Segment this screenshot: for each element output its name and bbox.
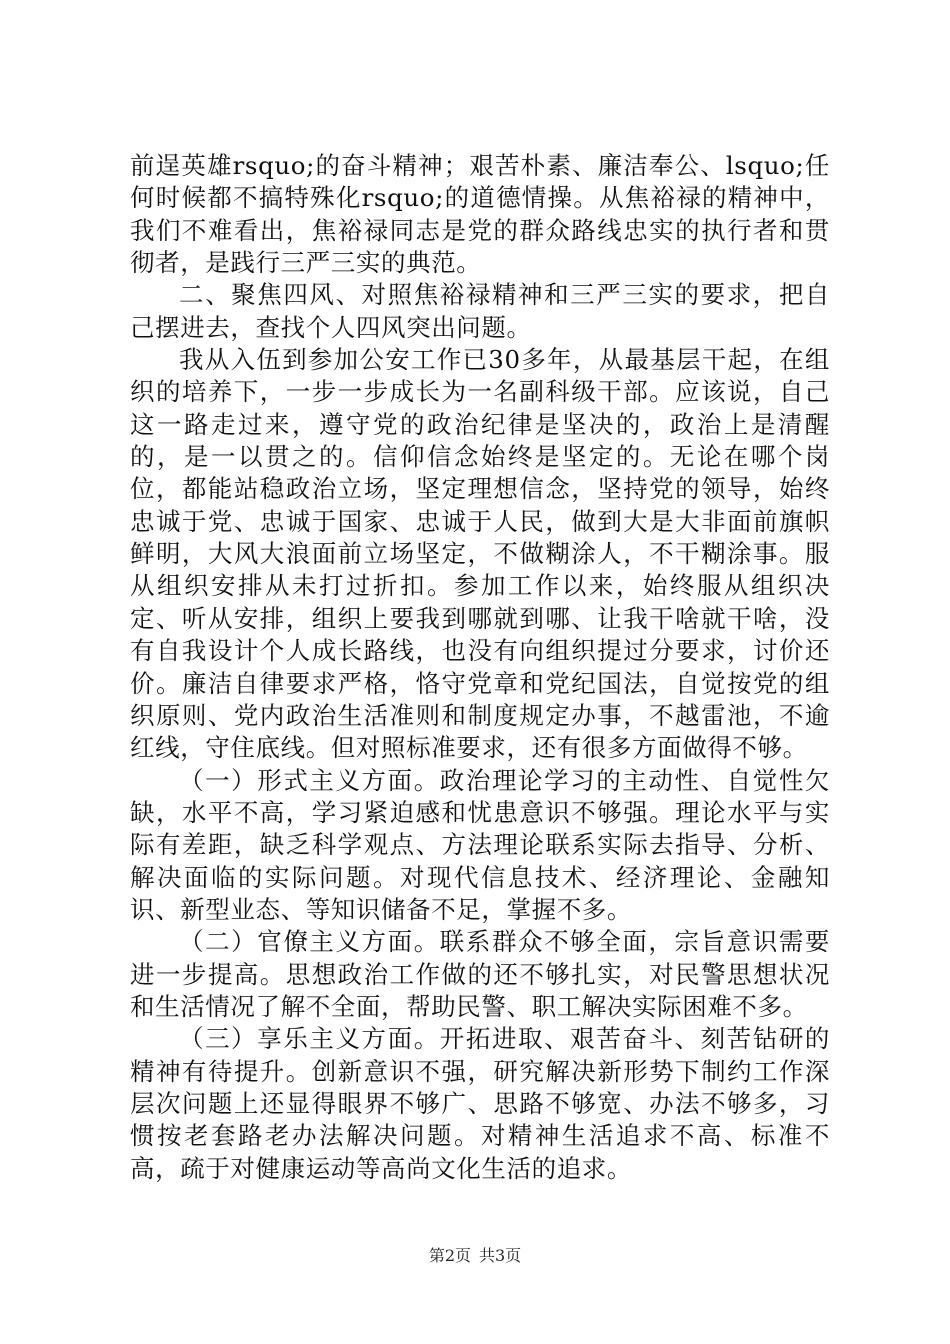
page-number: 第2页 [428,1246,471,1265]
paragraph-continuation: 前逞英雄rsquo;的奋斗精神；艰苦朴素、廉洁奉公、lsquo;任何时候都不搞特殊化rsquo;的道德情操。从焦裕禄的精神中，我们不难看出，焦裕禄同志是党的群众路线忠实的执行者和贯彻者，是践行三严三实的典范。 [130,151,830,278]
paragraph-self-review: 我从入伍到参加公安工作已30多年，从最基层干起，在组织的培养下，一步一步成长为一名副科级干部。应该说，自己这一路走过来，遵守党的政治纪律是坚决的，政治上是清醒的，是一以贯之的。信仰信念始终是坚定的。无论在哪个岗位，都能站稳政治立场，坚定理想信念，坚持党的领导，始终忠诚于党、忠诚于国家、忠诚于人民，做到大是大非面前旗帜鲜明，大风大浪面前立场坚定，不做糊涂人，不干糊涂事。服从组织安排从未打过折扣。参加工作以来，始终服从组织决定、听从安排，组织上要我到哪就到哪、让我干啥就干啥，没有自我设计个人成长路线，也没有向组织提过分要求，讨价还价。廉洁自律要求严格，恪守党章和党纪国法，自觉按党的组织原则、党内政治生活准则和制度规定办事，不越雷池，不逾红线，守住底线。但对照标准要求，还有很多方面做得不够。 [130,345,830,763]
paragraph-formalism: （一）形式主义方面。政治理论学习的主动性、自觉性欠缺，水平不高，学习紧迫感和忧患意识不够强。理论水平与实际有差距，缺乏科学观点、方法理论联系实际去指导、分析、解决面临的实际问题。对现代信息技术、经济理论、金融知识、新型业态、等知识储备不足，掌握不多。 [130,765,830,924]
paragraph-bureaucratism: （二）官僚主义方面。联系群众不够全面，宗旨意识需要进一步提高。思想政治工作做的还不够扎实，对民警思想状况和生活情况了解不全面，帮助民警、职工解决实际困难不多。 [130,927,830,1021]
page-footer [0,1246,950,1266]
paragraph-hedonism: （三）享乐主义方面。开拓进取、艰苦奋斗、刻苦钻研的精神有待提升。创新意识不强，研究解决新形势下制约工作深层次问题上还显得眼界不够广、思路不够宽、办法不够多，习惯按老套路老办法解决问题。对精神生活追求不高、标准不高，疏于对健康运动等高尚文化生活的追求。 [130,1024,830,1183]
page-total: 共3页 [479,1246,522,1265]
section-heading-two: 二、聚焦四风、对照焦裕禄精神和三严三实的要求，把自己摆进去，查找个人四风突出问题。 [130,280,830,342]
document-body [130,150,830,1185]
